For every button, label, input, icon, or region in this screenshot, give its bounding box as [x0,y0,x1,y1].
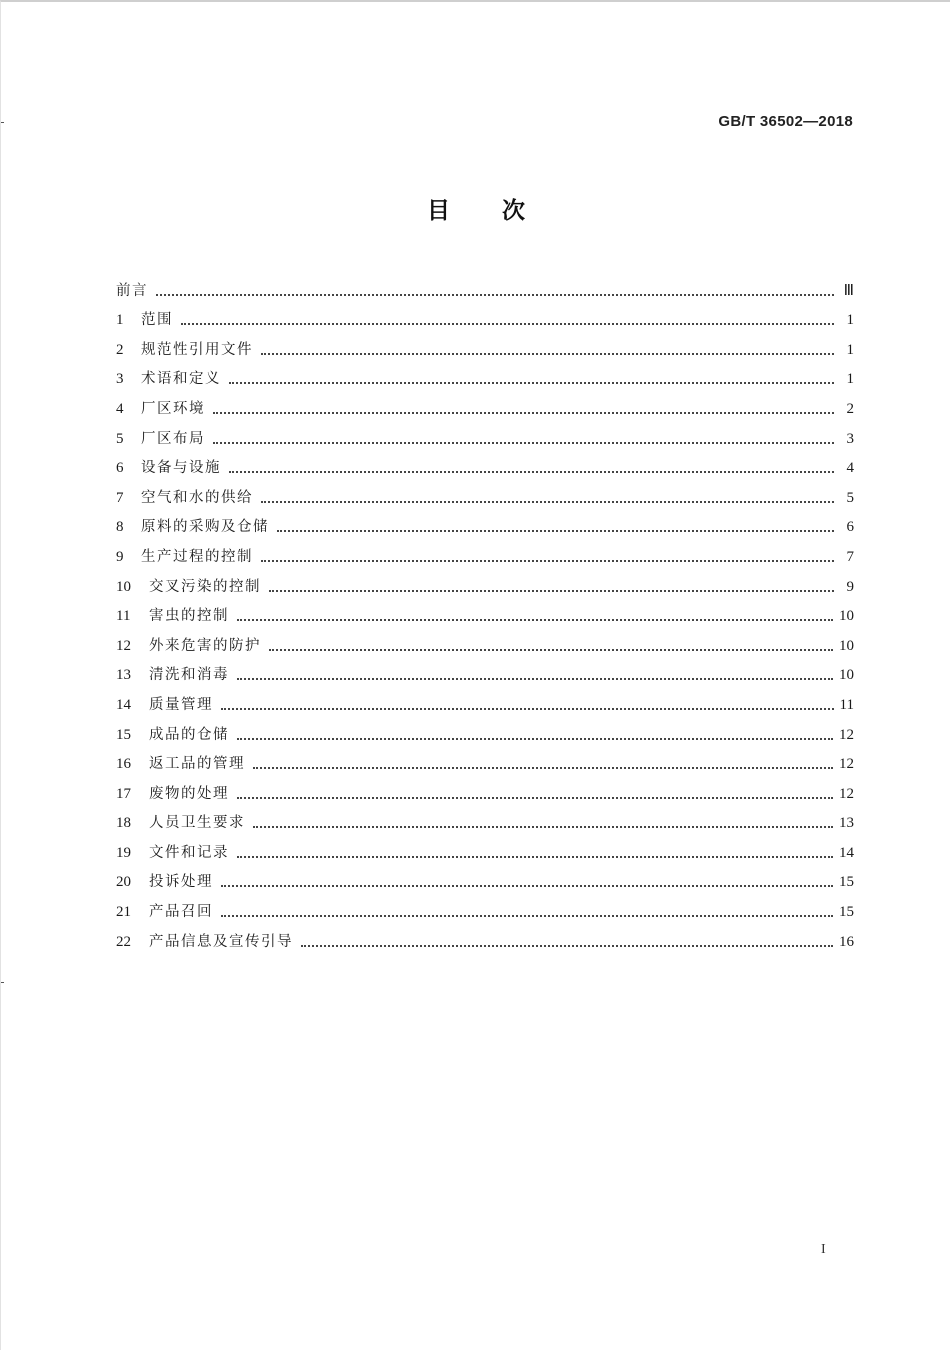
toc-entry-page: 2 [846,400,854,417]
toc-entry-title: 清洗和消毒 [149,667,229,684]
toc-entry-title: 质量管理 [149,696,213,713]
toc-dot-leader [221,915,833,917]
toc-entry-title: 原料的采购及仓储 [141,519,269,536]
toc-entry[interactable] [116,418,854,448]
toc-entry-page: 9 [846,578,854,595]
toc-entry-title: 废物的处理 [149,785,229,802]
scan-edge-mark [1,122,4,123]
toc-entry-title: 规范性引用文件 [141,341,253,358]
toc-dot-leader [269,649,833,651]
toc-entry[interactable] [116,507,854,537]
toc-entry-number: 22 [116,933,131,950]
toc-entry-page: 1 [846,312,854,329]
toc-entry[interactable] [116,596,854,626]
toc-entry-number: 17 [116,785,131,802]
scan-edge-mark [1,982,4,983]
toc-entry-page: 10 [839,667,854,684]
toc-entry-number: 15 [116,726,131,743]
toc-entry-number: 6 [116,460,124,477]
toc-dot-leader [253,826,833,828]
toc-dot-leader [237,619,833,621]
toc-entry-title: 投诉处理 [149,874,213,891]
toc-entry[interactable] [116,921,854,951]
toc-entry-number: 8 [116,519,124,536]
toc-entry-page: 14 [839,844,854,861]
toc-entry[interactable] [116,300,854,330]
toc-entry-page: 10 [839,608,854,625]
toc-entry-title: 术语和定义 [141,371,221,388]
toc-entry-title: 空气和水的供给 [141,489,253,506]
toc-entry-page: 12 [839,726,854,743]
toc-dot-leader [229,382,834,384]
toc-entry[interactable] [116,359,854,389]
toc-entry-title: 产品召回 [149,904,213,921]
toc-entry-title: 成品的仓储 [149,726,229,743]
toc-dot-leader [261,353,834,355]
toc-entry-page: 3 [846,430,854,447]
toc-entry[interactable] [116,536,854,566]
toc-entry-title: 外来危害的防护 [149,637,261,654]
toc-entry-number: 12 [116,637,131,654]
toc-dot-leader [156,294,834,296]
toc-entry-page: 15 [839,874,854,891]
toc-heading [1,192,950,225]
toc-entry-title: 前言 [116,282,148,299]
toc-entry[interactable] [116,477,854,507]
toc-dot-leader [277,530,834,532]
toc-dot-leader [221,708,834,710]
toc-dot-leader [221,885,833,887]
toc-entry-number: 4 [116,400,124,417]
toc-dot-leader [237,856,833,858]
toc-entry-page: 11 [839,696,854,713]
toc-entry-page: 16 [839,933,854,950]
toc-entry-page: 15 [839,904,854,921]
toc-entry[interactable] [116,625,854,655]
toc-dot-leader [181,323,834,325]
toc-entry-page: 13 [839,815,854,832]
toc-entry-title: 厂区布局 [141,430,205,447]
toc-entry-page: 6 [846,519,854,536]
toc-entry-number: 19 [116,844,131,861]
toc-entry-page: Ⅲ [843,282,854,299]
toc-entry-title: 人员卫生要求 [149,815,245,832]
toc-heading-char-2: 次 [502,198,525,224]
toc-entry-number: 10 [116,578,131,595]
toc-entry-title: 交叉污染的控制 [149,578,261,595]
toc-entry-number: 11 [116,608,131,625]
toc-entry-number: 3 [116,371,124,388]
toc-entry[interactable] [116,684,854,714]
toc-entry-number: 2 [116,341,124,358]
toc-entry-title: 范围 [141,312,173,329]
toc-dot-leader [237,797,833,799]
toc-entry[interactable] [116,655,854,685]
toc-entry-page: 5 [846,489,854,506]
toc-dot-leader [301,945,833,947]
toc-entry-title: 生产过程的控制 [141,548,253,565]
toc-entry[interactable] [116,832,854,862]
toc-entry-number: 16 [116,756,131,773]
toc-heading-char-1: 目 [427,198,450,224]
toc-entry-number: 14 [116,696,131,713]
toc-entry[interactable] [116,448,854,478]
toc-entry-number: 20 [116,874,131,891]
standard-code: GB/T 36502—2018 [718,113,853,130]
toc-entry-number: 18 [116,815,131,832]
toc-entry-page: 10 [839,637,854,654]
toc-entry-number: 7 [116,489,124,506]
toc-entry[interactable] [116,744,854,774]
toc-entry[interactable] [116,773,854,803]
toc-entry[interactable] [116,329,854,359]
toc-entry-page: 1 [846,341,854,358]
page-number: I [821,1242,826,1257]
toc-dot-leader [213,412,834,414]
toc-entry-title: 文件和记录 [149,844,229,861]
toc-entry[interactable] [116,388,854,418]
toc-dot-leader [253,767,833,769]
toc-entry[interactable] [116,566,854,596]
toc-entry-page: 12 [839,756,854,773]
toc-entry[interactable] [116,803,854,833]
toc-entry-number: 21 [116,904,131,921]
toc-entry-page: 12 [839,785,854,802]
toc-entry-title: 害虫的控制 [149,608,229,625]
toc-entry-number: 5 [116,430,124,447]
toc-dot-leader [237,738,833,740]
toc-entry-page: 1 [846,371,854,388]
toc-dot-leader [261,560,834,562]
toc-dot-leader [237,678,833,680]
toc-entry[interactable] [116,270,854,300]
toc-entry-title: 厂区环境 [141,400,205,417]
toc-entry-number: 1 [116,312,124,329]
toc-entry-page: 7 [846,548,854,565]
toc-entry-page: 4 [846,460,854,477]
toc-dot-leader [269,590,834,592]
toc-entry-title: 设备与设施 [141,460,221,477]
toc-entry[interactable] [116,714,854,744]
toc-entry-title: 返工品的管理 [149,756,245,773]
toc-dot-leader [261,501,834,503]
toc-entry[interactable] [116,891,854,921]
table-of-contents [116,270,854,951]
toc-entry-number: 9 [116,548,124,565]
toc-entry-number: 13 [116,667,131,684]
toc-dot-leader [229,471,834,473]
toc-dot-leader [213,442,834,444]
toc-entry-title: 产品信息及宣传引导 [149,933,293,950]
toc-entry[interactable] [116,862,854,892]
